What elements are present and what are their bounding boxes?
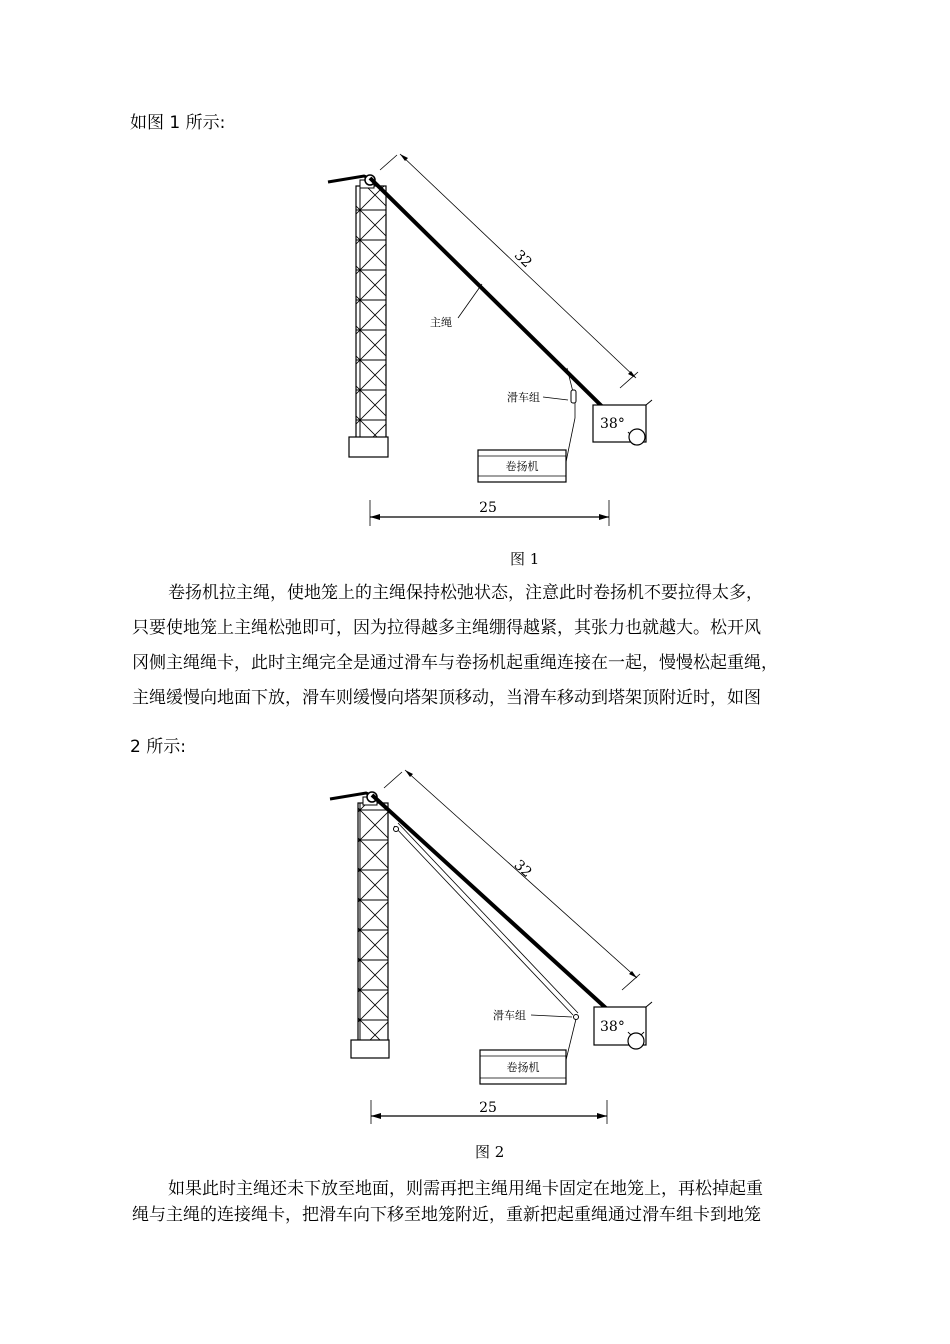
rope-length-label: 32 (510, 247, 535, 272)
dimension-32 (380, 154, 638, 388)
pulley-block (574, 1015, 579, 1020)
paragraph-1-tail: 2 所示: (130, 737, 186, 757)
angle-label: 38° (600, 416, 625, 432)
base-length-label: 25 (479, 500, 497, 516)
figure-1 (328, 154, 652, 526)
figure-2 (330, 770, 652, 1124)
dimension-25 (370, 500, 609, 526)
paragraph-line: 冈侧主绳绳卡，此时主绳完全是通过滑车与卷扬机起重绳连接在一起，慢慢松起重绳， (132, 653, 778, 673)
pulley-block (571, 390, 576, 403)
intro-text: 如图 1 所示: (130, 113, 226, 133)
winch-label: 卷扬机 (505, 460, 539, 473)
winch (480, 1050, 566, 1084)
tower (349, 180, 388, 457)
dimension-32 (384, 770, 640, 990)
winch-label: 卷扬机 (506, 1061, 540, 1074)
pulley-group-label: 滑车组 (507, 391, 540, 404)
tower (351, 797, 389, 1058)
paragraph-line: 如果此时主绳还未下放至地面，则需再把主绳用绳卡固定在地笼上，再松掉起重 (168, 1179, 763, 1199)
paragraph-line: 绳与主绳的连接绳卡，把滑车向下移至地笼附近，重新把起重绳通过滑车组卡到地笼 (132, 1205, 761, 1225)
lifting-rope (394, 826, 573, 1015)
winch (478, 450, 566, 482)
paragraph-1 (132, 576, 852, 716)
figure-1-caption: 图 1 (510, 550, 540, 568)
paragraph-line: 主绳缓慢向地面下放，滑车则缓慢向塔架顶移动，当滑车移动到塔架顶附近时，如图 (132, 688, 761, 708)
base-length-label: 25 (479, 1100, 497, 1116)
dimension-25 (371, 1100, 607, 1124)
figure-2-caption: 图 2 (475, 1143, 505, 1161)
ground-anchor (594, 1002, 652, 1049)
rope-length-label: 32 (510, 857, 535, 881)
paragraph-line: 只要使地笼上主绳松弛即可，因为拉得越多主绳绷得越紧，其张力也就越大。松开风 (132, 618, 761, 638)
paragraph-line: 卷扬机拉主绳，使地笼上的主绳保持松弛状态，注意此时卷扬机不要拉得太多， (168, 583, 763, 603)
main-rope-label: 主绳 (430, 316, 452, 329)
angle-label: 38° (600, 1019, 625, 1035)
main-rope (372, 795, 630, 1030)
main-rope (370, 178, 626, 430)
ground-anchor (593, 400, 652, 445)
pulley-group-label: 滑车组 (493, 1009, 526, 1022)
paragraph-2 (132, 1176, 852, 1228)
pulley-top (394, 827, 399, 832)
